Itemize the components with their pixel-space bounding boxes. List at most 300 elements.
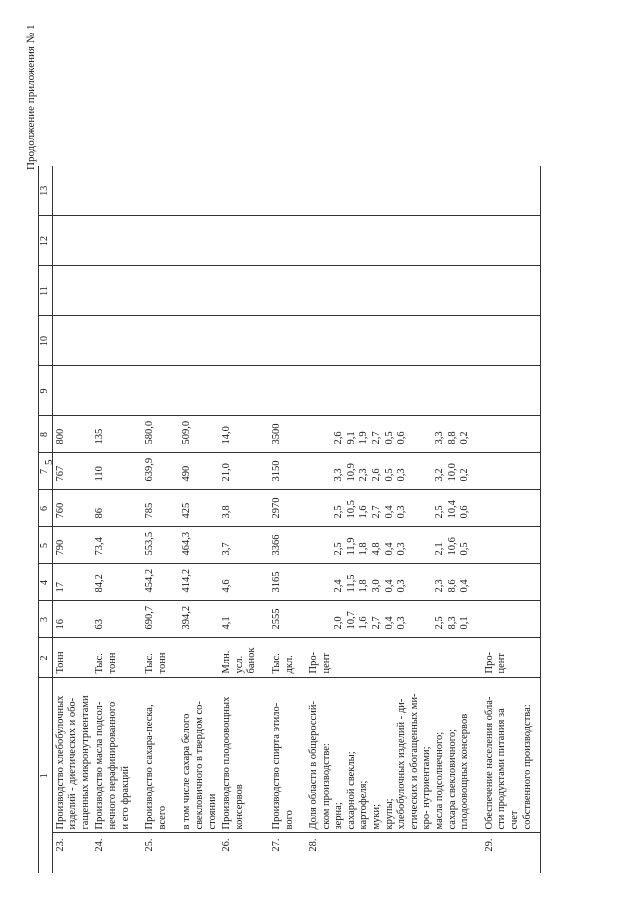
value-cell bbox=[92, 601, 132, 638]
value-cell bbox=[52, 601, 92, 638]
continuation-title: Продолжение приложения № 1 bbox=[25, 24, 37, 170]
value-cell bbox=[219, 490, 259, 527]
value-cell bbox=[482, 316, 534, 366]
cell-line: 110 bbox=[94, 466, 106, 482]
cell-line bbox=[321, 605, 334, 630]
value-cell bbox=[306, 527, 472, 564]
row-spacer bbox=[296, 166, 306, 873]
cell-line: Производство сахара-песка, bbox=[144, 704, 156, 830]
cell-line: тонн bbox=[106, 652, 118, 674]
cell-line: 0,4 bbox=[383, 505, 395, 519]
cell-line: 1,8 bbox=[358, 542, 370, 556]
cell-line bbox=[321, 494, 334, 519]
cell-line: 0,3 bbox=[396, 616, 408, 630]
value-cell bbox=[52, 266, 92, 316]
value-cell bbox=[269, 564, 296, 601]
cell-line: изделий - диетических и обо- bbox=[67, 697, 79, 830]
cell-line: 0,3 bbox=[396, 468, 408, 482]
value-cell bbox=[306, 266, 472, 316]
cell-line bbox=[308, 420, 321, 445]
value-cell bbox=[219, 166, 259, 216]
cell-line: 3,0 bbox=[371, 579, 383, 593]
value-cell bbox=[142, 490, 169, 527]
row-number: 28. bbox=[308, 838, 320, 852]
value-cell bbox=[306, 416, 472, 453]
value-cell bbox=[142, 216, 169, 266]
value-cell bbox=[92, 216, 132, 266]
cell-line: 3,3 bbox=[434, 431, 446, 445]
value-cell bbox=[179, 527, 219, 564]
value-cell bbox=[52, 166, 92, 216]
cell-line: 3500 bbox=[270, 423, 282, 445]
cell-line: 553,5 bbox=[144, 531, 156, 556]
cell-line: 4,1 bbox=[221, 616, 233, 630]
cell-line bbox=[308, 568, 321, 593]
cell-line: 63 bbox=[94, 619, 106, 630]
value-cell bbox=[482, 166, 534, 216]
cell-line: 2,3 bbox=[358, 468, 370, 482]
value-cell bbox=[269, 166, 296, 216]
row-spacer bbox=[472, 166, 482, 873]
value-cell bbox=[179, 316, 219, 366]
header-cell: 9 bbox=[39, 366, 53, 416]
value-cell bbox=[219, 527, 259, 564]
value-cell bbox=[306, 490, 472, 527]
cell-line: нечного нерафинированного bbox=[106, 701, 118, 830]
table-row bbox=[482, 166, 534, 873]
cell-line: 4,8 bbox=[371, 542, 383, 556]
cell-line: 3,2 bbox=[434, 468, 446, 482]
cell-line: счет bbox=[509, 810, 520, 830]
value-cell bbox=[482, 216, 534, 266]
value-cell bbox=[92, 366, 132, 416]
indicator-name bbox=[179, 678, 219, 833]
value-cell bbox=[482, 601, 534, 638]
cell-line: 2,5 bbox=[434, 616, 446, 630]
row-number: 27. bbox=[270, 838, 282, 852]
cell-line: Производство спирта этило- bbox=[270, 702, 282, 830]
cell-line: и его фракций bbox=[119, 766, 131, 830]
cell-line: свекловичного в твердом со- bbox=[193, 701, 205, 830]
value-cell bbox=[306, 453, 472, 490]
row-number bbox=[179, 833, 219, 873]
cell-line: 454,2 bbox=[144, 568, 156, 593]
cell-line: 3165 bbox=[270, 571, 282, 593]
cell-line: Обеспечение населения обла- bbox=[483, 696, 495, 830]
cell-line: 10,4 bbox=[446, 500, 458, 519]
value-cell bbox=[306, 216, 472, 266]
value-cell bbox=[52, 216, 92, 266]
cell-line: 2,0 bbox=[333, 616, 345, 630]
cell-line: Доля области в общероссий- bbox=[308, 701, 320, 830]
indicator-name bbox=[482, 678, 534, 833]
cell-line: 0,4 bbox=[459, 579, 471, 593]
cell-line: масла подсолнечного; bbox=[434, 731, 446, 830]
row-number: 24. bbox=[94, 838, 106, 852]
value-cell bbox=[306, 601, 472, 638]
cell-line: 3,8 bbox=[221, 505, 233, 519]
unit-cell bbox=[482, 638, 534, 678]
cell-line: 2,1 bbox=[434, 542, 446, 556]
cell-line: кро- нутриентами; bbox=[421, 746, 433, 830]
cell-line: крупы; bbox=[383, 798, 395, 830]
value-cell bbox=[142, 601, 169, 638]
indicator-name bbox=[52, 678, 92, 833]
cell-line: 17 bbox=[54, 582, 66, 593]
cell-line: 490 bbox=[181, 465, 193, 482]
table-row bbox=[142, 166, 169, 873]
value-cell bbox=[142, 527, 169, 564]
row-spacer bbox=[169, 166, 179, 873]
value-cell bbox=[142, 316, 169, 366]
cell-line: 760 bbox=[54, 502, 66, 519]
cell-line bbox=[321, 457, 334, 482]
header-cell: 10 bbox=[39, 316, 53, 366]
cell-line: 394,2 bbox=[181, 605, 193, 630]
cell-line bbox=[409, 568, 422, 593]
value-cell bbox=[482, 564, 534, 601]
value-cell bbox=[52, 366, 92, 416]
cell-line: вого bbox=[283, 810, 295, 830]
cell-line: 2,3 bbox=[434, 579, 446, 593]
value-cell bbox=[142, 266, 169, 316]
value-cell bbox=[269, 366, 296, 416]
cell-line: 8,6 bbox=[446, 579, 458, 593]
cell-line: 16 bbox=[54, 619, 66, 630]
table-bottom-rule bbox=[534, 166, 541, 873]
value-cell bbox=[269, 266, 296, 316]
value-cell bbox=[142, 453, 169, 490]
unit-cell bbox=[52, 638, 92, 678]
value-cell bbox=[92, 527, 132, 564]
cell-line bbox=[421, 605, 434, 630]
table-row bbox=[269, 166, 296, 873]
cell-line: стоянии bbox=[206, 793, 218, 830]
cell-line: 9,1 bbox=[345, 431, 357, 445]
cell-line: 767 bbox=[54, 465, 66, 482]
indicator-name bbox=[306, 678, 472, 833]
cell-line: 690,7 bbox=[144, 605, 156, 630]
value-cell bbox=[269, 416, 296, 453]
cell-line: 1,6 bbox=[358, 505, 370, 519]
cell-line: 3,3 bbox=[333, 468, 345, 482]
cell-line: 1,8 bbox=[358, 579, 370, 593]
cell-line: 0,3 bbox=[396, 579, 408, 593]
value-cell bbox=[179, 416, 219, 453]
cell-line: 3150 bbox=[270, 460, 282, 482]
cell-line: хлебобулочных изделий - ди- bbox=[396, 698, 408, 830]
cell-line: 2,5 bbox=[333, 505, 345, 519]
cell-line: 0,4 bbox=[383, 542, 395, 556]
value-cell bbox=[92, 453, 132, 490]
cell-line: 800 bbox=[54, 428, 66, 445]
cell-line: 84,2 bbox=[94, 574, 106, 593]
header-cell: 12 bbox=[39, 216, 53, 266]
cell-line: 11,9 bbox=[345, 537, 357, 556]
cell-line: Про- bbox=[308, 651, 320, 674]
table-row bbox=[306, 166, 472, 873]
unit-cell bbox=[179, 638, 219, 678]
value-cell bbox=[306, 166, 472, 216]
value-cell bbox=[52, 527, 92, 564]
cell-line bbox=[409, 420, 422, 445]
unit-cell bbox=[92, 638, 132, 678]
cell-line bbox=[308, 457, 321, 482]
value-cell bbox=[179, 490, 219, 527]
value-cell bbox=[219, 266, 259, 316]
cell-line: 8,3 bbox=[446, 616, 458, 630]
cell-line: банок bbox=[246, 647, 258, 674]
cell-line: Тонн bbox=[54, 651, 66, 674]
value-cell bbox=[219, 601, 259, 638]
cell-line: 414,2 bbox=[181, 568, 193, 593]
cell-line: 10,6 bbox=[446, 537, 458, 556]
value-cell bbox=[269, 527, 296, 564]
cell-line: 10,5 bbox=[345, 500, 357, 519]
header-cell: 1 bbox=[39, 678, 53, 873]
table-row bbox=[52, 166, 92, 873]
cell-line bbox=[308, 531, 321, 556]
header-cell: 6 bbox=[39, 490, 53, 527]
header-cell: 4 bbox=[39, 564, 53, 601]
value-cell bbox=[306, 564, 472, 601]
cell-line: 10,7 bbox=[345, 611, 357, 630]
table-row bbox=[92, 166, 132, 873]
row-number: 25. bbox=[144, 838, 156, 852]
header-cell: 13 bbox=[39, 166, 53, 216]
cell-line: 0,5 bbox=[383, 431, 395, 445]
cell-line: 1,6 bbox=[358, 616, 370, 630]
cell-line: Тыс. bbox=[270, 653, 282, 674]
table-row bbox=[179, 166, 219, 873]
cell-line: етических и обогащенных ми- bbox=[408, 693, 420, 830]
value-cell bbox=[219, 416, 259, 453]
value-cell bbox=[269, 601, 296, 638]
value-cell bbox=[482, 416, 534, 453]
cell-line: 2,7 bbox=[371, 505, 383, 519]
cell-line: картофеля; bbox=[358, 780, 370, 830]
cell-line: 4,6 bbox=[221, 579, 233, 593]
value-cell bbox=[142, 416, 169, 453]
indicator-name bbox=[269, 678, 296, 833]
value-cell bbox=[269, 453, 296, 490]
cell-line: сахара свекловичного; bbox=[446, 728, 458, 830]
value-cell bbox=[269, 316, 296, 366]
cell-line: 785 bbox=[144, 502, 156, 519]
value-cell bbox=[482, 527, 534, 564]
value-cell bbox=[482, 366, 534, 416]
cell-line: 2,4 bbox=[333, 579, 345, 593]
header-cell: 5 bbox=[39, 527, 53, 564]
unit-cell bbox=[269, 638, 296, 678]
unit-cell bbox=[219, 638, 259, 678]
cell-line: 11,5 bbox=[345, 574, 357, 593]
cell-line: Млн. bbox=[221, 650, 233, 674]
header-cell: 3 bbox=[39, 601, 53, 638]
cell-line: в том числе сахара белого bbox=[181, 713, 193, 830]
cell-line: 14,0 bbox=[221, 426, 233, 445]
value-cell bbox=[179, 366, 219, 416]
cell-line: цент bbox=[496, 653, 508, 674]
indicators-table bbox=[38, 166, 541, 873]
cell-line: Про- bbox=[483, 651, 495, 674]
cell-line bbox=[421, 531, 434, 556]
header-cell: 11 bbox=[39, 266, 53, 316]
cell-line: всего bbox=[156, 805, 168, 830]
cell-line bbox=[421, 457, 434, 482]
cell-line: 3366 bbox=[270, 534, 282, 556]
row-number: 23. bbox=[54, 838, 66, 852]
cell-line: зерна; bbox=[333, 802, 345, 830]
cell-line: 0,2 bbox=[459, 431, 471, 445]
table-row bbox=[219, 166, 259, 873]
cell-line: 2970 bbox=[270, 497, 282, 519]
cell-line: 0,4 bbox=[383, 579, 395, 593]
header-cell: 8 bbox=[39, 416, 53, 453]
cell-line bbox=[409, 494, 422, 519]
cell-line: цент bbox=[320, 653, 332, 674]
cell-line: 21,0 bbox=[221, 463, 233, 482]
value-cell bbox=[179, 216, 219, 266]
cell-line: 73,4 bbox=[94, 537, 106, 556]
cell-line: 10,9 bbox=[345, 463, 357, 482]
value-cell bbox=[92, 266, 132, 316]
cell-line: 2,7 bbox=[371, 616, 383, 630]
cell-line bbox=[421, 420, 434, 445]
cell-line: 135 bbox=[94, 428, 106, 445]
cell-line bbox=[308, 605, 321, 630]
cell-line bbox=[321, 531, 334, 556]
cell-line: 425 bbox=[181, 502, 193, 519]
value-cell bbox=[179, 564, 219, 601]
cell-line: 2,6 bbox=[333, 431, 345, 445]
cell-line: 0,1 bbox=[459, 616, 471, 630]
value-cell bbox=[142, 564, 169, 601]
cell-line bbox=[308, 494, 321, 519]
cell-line: 86 bbox=[94, 508, 106, 519]
row-spacer bbox=[132, 166, 142, 873]
value-cell bbox=[179, 266, 219, 316]
value-cell bbox=[179, 166, 219, 216]
cell-line: 464,3 bbox=[181, 531, 193, 556]
value-cell bbox=[52, 490, 92, 527]
value-cell bbox=[269, 216, 296, 266]
cell-line: 509,0 bbox=[181, 420, 193, 445]
value-cell bbox=[92, 416, 132, 453]
value-cell bbox=[306, 366, 472, 416]
cell-line: тонн bbox=[156, 652, 168, 674]
header-cell: 7 bbox=[39, 453, 53, 490]
cell-line: муки; bbox=[371, 803, 383, 830]
value-cell bbox=[219, 366, 259, 416]
cell-line: Производство плодоовощных bbox=[221, 696, 233, 830]
value-cell bbox=[92, 490, 132, 527]
cell-line: гащенных микронутриентами bbox=[79, 695, 91, 830]
indicator-name bbox=[219, 678, 259, 833]
cell-line: 2,7 bbox=[371, 431, 383, 445]
cell-line: консервов bbox=[233, 784, 245, 830]
value-cell bbox=[52, 453, 92, 490]
value-cell bbox=[219, 316, 259, 366]
cell-line: 8,8 bbox=[446, 431, 458, 445]
cell-line: собственного производства: bbox=[521, 704, 533, 830]
cell-line: 0,5 bbox=[459, 542, 471, 556]
value-cell bbox=[52, 416, 92, 453]
value-cell bbox=[269, 490, 296, 527]
indicator-name bbox=[142, 678, 169, 833]
cell-line: 0,5 bbox=[383, 468, 395, 482]
value-cell bbox=[482, 453, 534, 490]
value-cell bbox=[482, 266, 534, 316]
value-cell bbox=[142, 166, 169, 216]
value-cell bbox=[142, 366, 169, 416]
value-cell bbox=[92, 316, 132, 366]
cell-line bbox=[321, 568, 334, 593]
value-cell bbox=[219, 564, 259, 601]
cell-line: 790 bbox=[54, 539, 66, 556]
cell-line: ском производстве: bbox=[320, 743, 332, 830]
indicator-name bbox=[92, 678, 132, 833]
value-cell bbox=[52, 316, 92, 366]
value-cell bbox=[92, 564, 132, 601]
header-row bbox=[39, 166, 53, 873]
value-cell bbox=[52, 564, 92, 601]
row-spacer bbox=[259, 166, 269, 873]
value-cell bbox=[482, 490, 534, 527]
cell-line: 580,0 bbox=[144, 420, 156, 445]
value-cell bbox=[306, 316, 472, 366]
cell-line bbox=[409, 457, 422, 482]
cell-line: 0,2 bbox=[459, 468, 471, 482]
value-cell bbox=[92, 166, 132, 216]
cell-line: Тыс. bbox=[144, 653, 156, 674]
cell-line: плодоовощных консервов bbox=[459, 713, 471, 830]
cell-line: 10,0 bbox=[446, 463, 458, 482]
cell-line: усл. bbox=[233, 655, 245, 674]
value-cell bbox=[219, 216, 259, 266]
cell-line: 0,4 bbox=[383, 616, 395, 630]
cell-line: дкл. bbox=[283, 655, 295, 674]
cell-line bbox=[409, 531, 422, 556]
value-cell bbox=[219, 453, 259, 490]
cell-line bbox=[409, 605, 422, 630]
cell-line: сти продуктами питания за bbox=[496, 708, 508, 830]
value-cell bbox=[179, 453, 219, 490]
cell-line: Тыс. bbox=[94, 653, 106, 674]
row-number: 26. bbox=[221, 838, 233, 852]
unit-cell bbox=[142, 638, 169, 678]
page-number: 5 bbox=[43, 459, 55, 465]
cell-line: 0,3 bbox=[396, 542, 408, 556]
cell-line: 2555 bbox=[270, 608, 282, 630]
cell-line bbox=[321, 420, 334, 445]
value-cell bbox=[179, 601, 219, 638]
cell-line: 639,9 bbox=[144, 457, 156, 482]
cell-line: 2,5 bbox=[333, 542, 345, 556]
unit-cell bbox=[306, 638, 472, 678]
cell-line bbox=[421, 568, 434, 593]
header-cell: 2 bbox=[39, 638, 53, 678]
cell-line: 0,6 bbox=[459, 505, 471, 519]
cell-line: 2,5 bbox=[434, 505, 446, 519]
cell-line: 0,3 bbox=[396, 505, 408, 519]
cell-line: 2,6 bbox=[371, 468, 383, 482]
cell-line: Производство хлебобулочных bbox=[54, 695, 66, 830]
cell-line: 1,9 bbox=[358, 431, 370, 445]
cell-line bbox=[421, 494, 434, 519]
cell-line: 0,6 bbox=[396, 431, 408, 445]
row-number: 29. bbox=[483, 838, 495, 852]
